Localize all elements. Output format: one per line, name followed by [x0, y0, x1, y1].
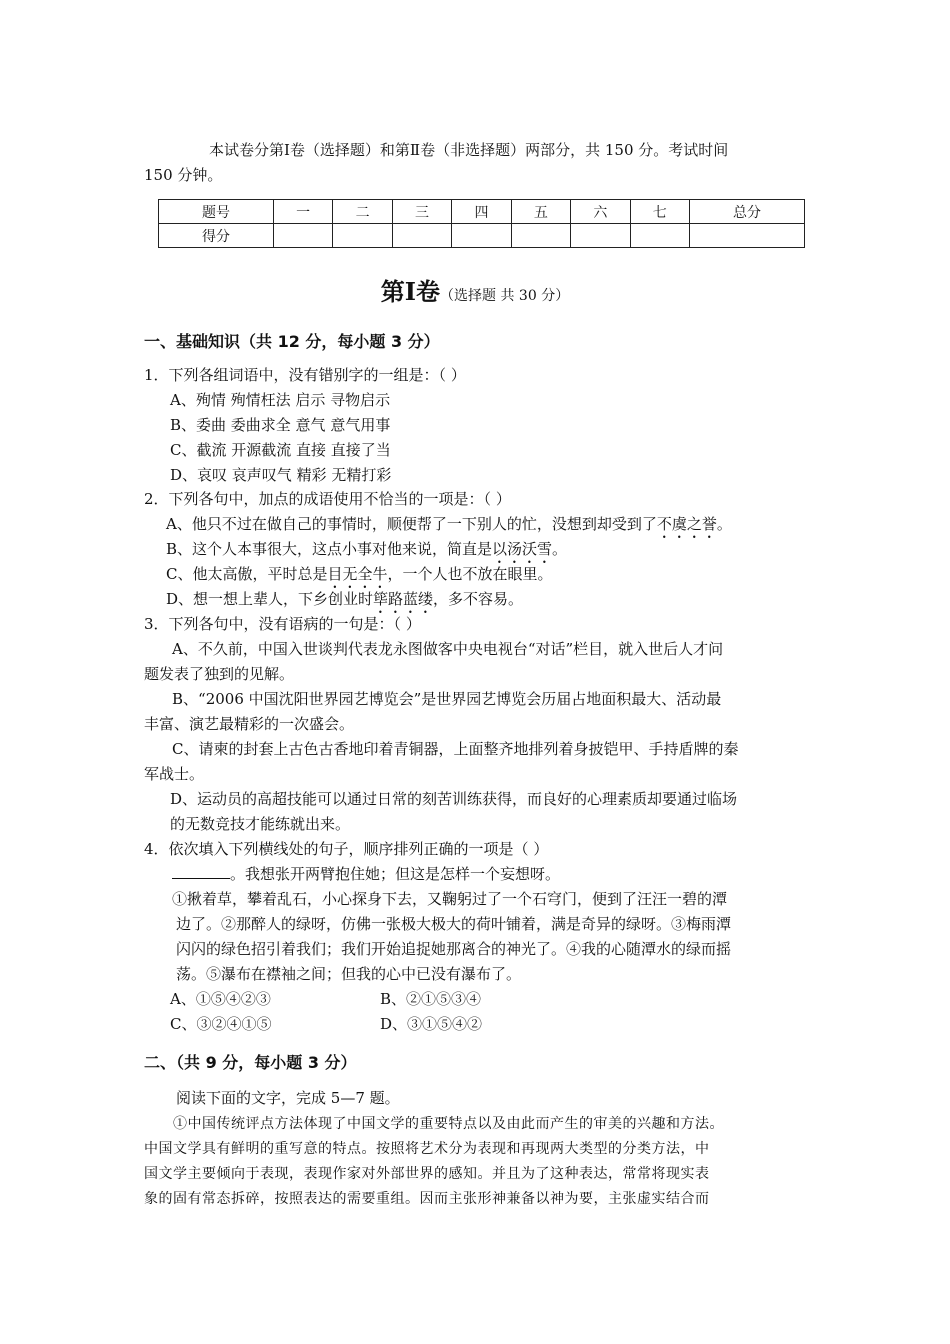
q2-b-text: B、这个人本事很大，这点小事对他来说，简直是: [166, 540, 493, 558]
q1-option-d: D、哀叹 哀声叹气 精彩 无精打彩: [170, 466, 392, 484]
q3-option-d-line-1: D、运动员的高超技能可以通过日常的刻苦训练获得，而良好的心理素质却要通过临场: [170, 790, 738, 808]
part-title-sub: （选择题 共 30 分）: [440, 288, 570, 304]
q3-option-b-line-1: B、“2006 中国沈阳世界园艺博览会”是世界园艺博览会历届占地面积最大、活动最: [172, 690, 722, 708]
q2-b-end: 。: [552, 540, 568, 558]
q3-option-a-line-1: A、不久前，中国入世谈判代表龙永图做客中央电视台“对话”栏目，就入世后人才问: [172, 640, 724, 658]
table-cell: 总分: [689, 200, 804, 224]
q2-d-end: ，多不容易。: [433, 590, 524, 608]
q4-option-d: D、③①⑤④②: [380, 1015, 483, 1033]
section-1-heading: 一、基础知识（共 12 分，每小题 3 分）: [144, 332, 440, 351]
score-cell[interactable]: [392, 224, 451, 248]
q4-sentence-line-4: 荡。⑤瀑布在襟袖之间；但我的心中已没有瀑布了。: [176, 965, 522, 983]
table-cell: 六: [571, 200, 630, 224]
q4-stem: 4．依次填入下列横线处的句子，顺序排列正确的一项是（ ）: [144, 840, 549, 858]
part-title: [0, 272, 950, 307]
q4-option-c: C、③②④①⑤: [170, 1015, 272, 1033]
score-table: [158, 199, 805, 248]
table-cell: 四: [452, 200, 511, 224]
table-cell: 得分: [159, 224, 274, 248]
score-cell[interactable]: [630, 224, 689, 248]
q4-blank-text: 。我想张开两臂抱住她；但这是怎样一个妄想呀。: [230, 865, 561, 883]
q4-sentence-line-2: 边了。②那醉人的绿呀，仿佛一张极大极大的荷叶铺着，满是奇异的绿呀。③梅雨潭: [176, 915, 732, 933]
q1-option-b: B、委曲 委曲求全 意气 意气用事: [170, 416, 391, 434]
q3-stem: 3．下列各句中，没有语病的一句是：（ ）: [144, 615, 421, 633]
score-cell[interactable]: [571, 224, 630, 248]
q2-c-text: C、他太高傲，平时总是: [166, 565, 328, 583]
score-table-score-row: [159, 224, 805, 248]
intro-line-1: 本试卷分第Ⅰ卷（选择题）和第Ⅱ卷（非选择题）两部分，共 150 分。考试时间: [209, 141, 729, 159]
q3-option-b-line-2: 丰富、演艺最精彩的一次盛会。: [144, 715, 355, 733]
q1-option-c: C、截流 开源截流 直接 直接了当: [170, 441, 391, 459]
q3-option-d-line-2: 的无数竞技才能练就出来。: [170, 815, 351, 833]
score-cell[interactable]: [511, 224, 570, 248]
q2-b-idiom: 以汤沃雪: [492, 540, 553, 558]
q3-option-a-line-2: 题发表了独到的见解。: [144, 665, 295, 683]
q2-d-idiom: 筚路蓝缕: [373, 590, 434, 608]
q2-stem: 2．下列各句中，加点的成语使用不恰当的一项是：（ ）: [144, 490, 511, 508]
q4-sentence-line-1: ①揪着草，攀着乱石，小心探身下去，又鞠躬过了一个石穹门，便到了汪汪一碧的潭: [172, 890, 728, 908]
score-cell[interactable]: [452, 224, 511, 248]
answer-blank[interactable]: [172, 864, 230, 879]
table-cell: 一: [273, 200, 332, 224]
q4-option-a: A、①⑤④②③: [170, 990, 271, 1008]
table-cell: 二: [333, 200, 392, 224]
table-cell: 三: [392, 200, 451, 224]
passage-line-2: 中国文学具有鲜明的重写意的特点。按照将艺术分为表现和再现两大类型的分类方法，中: [144, 1141, 710, 1157]
q3-option-c-line-2: 军战士。: [144, 765, 205, 783]
q1-option-a: A、殉情 殉情枉法 启示 寻物启示: [170, 391, 391, 409]
section-2-instruction: 阅读下面的文字，完成 5—7 题。: [176, 1089, 400, 1107]
q2-a-text: A、他只不过在做自己的事情时，顺便帮了一下别人的忙，没想到却受到了: [166, 515, 657, 533]
table-cell: 题号: [159, 200, 274, 224]
intro-line-2: 150 分钟。: [144, 166, 223, 184]
q4-option-b: B、②①⑤③④: [380, 990, 482, 1008]
table-cell: 五: [511, 200, 570, 224]
q2-c-end: ，一个人也不放在眼里。: [387, 565, 553, 583]
score-cell[interactable]: [273, 224, 332, 248]
q3-option-c-line-1: C、请柬的封套上古色古香地印着青铜器，上面整齐地排列着身披铠甲、手持盾牌的秦: [172, 740, 739, 758]
table-cell: 七: [630, 200, 689, 224]
score-cell[interactable]: [689, 224, 804, 248]
q1-stem: 1．下列各组词语中，没有错别字的一组是：（ ）: [144, 366, 466, 384]
passage-line-1: ①中国传统评点方法体现了中国文学的重要特点以及由此而产生的审美的兴趣和方法。: [173, 1116, 724, 1132]
passage-line-3: 国文学主要倾向于表现，表现作家对外部世界的感知。并且为了这种表达，常常将现实表: [144, 1166, 710, 1182]
q4-sentence-line-3: 闪闪的绿色招引着我们；我们开始追捉她那离合的神光了。④我的心随潭水的绿而摇: [176, 940, 732, 958]
q2-d-text: D、想一想上辈人，下乡创业时: [166, 590, 374, 608]
q4-blank-line: [172, 863, 560, 885]
q2-a-idiom: 不虞之誉: [656, 515, 717, 533]
section-2-heading: 二、（共 9 分，每小题 3 分）: [144, 1053, 357, 1072]
score-cell[interactable]: [333, 224, 392, 248]
part-title-main: 第Ⅰ卷: [380, 277, 441, 306]
score-table-header-row: [159, 200, 805, 224]
passage-line-4: 象的固有常态拆碎，按照表达的需要重组。因而主张形神兼备以神为要，主张虚实结合而: [144, 1191, 710, 1207]
q2-c-idiom: 目无全牛: [327, 565, 388, 583]
q2-a-end: 。: [716, 515, 732, 533]
